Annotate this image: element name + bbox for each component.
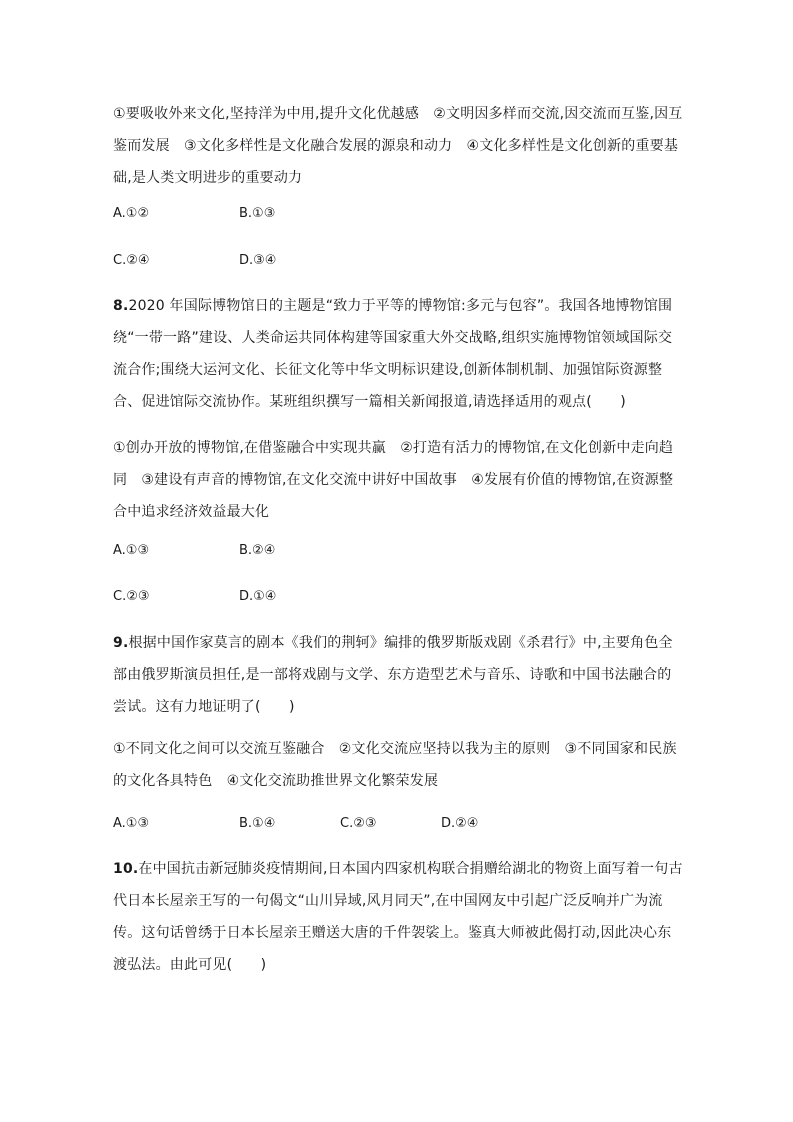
q8-stem-text: 2020 年国际博物馆日的主题是“致力于平等的博物馆:多元与包容”。我国各地博物馆围绕“一带一路”建设、人类命运共同体构建等国家重大外交战略,组织实施博物馆领域国际交流合作;围绕大运河文化、长征文化等中华文明标识建设,创新体制机制、加强馆际资源整合、促进馆际交流协作。某班组织撰写一篇相关新闻报道,请选择适用的观点( ) <box>113 298 673 410</box>
q8-stem-paragraph <box>113 290 683 418</box>
q9-option-a[interactable]: A.①③ <box>113 816 150 831</box>
q9-stem-text: 根据中国作家莫言的剧本《我们的荆轲》编排的俄罗斯版戏剧《杀君行》中,主要角色全部由俄罗斯演员担任,是一部将戏剧与文学、东方造型艺术与音乐、诗歌和中国书法融合的尝试。这有力地证明了( ) <box>113 635 673 715</box>
q10-number: 10. <box>113 861 139 877</box>
q8-statements-text: ①创办开放的博物馆,在借鉴融合中实现共赢 ②打造有活力的博物馆,在文化创新中走向趋同 ③建设有声音的博物馆,在文化交流中讲好中国故事 ④发展有价值的博物馆,在资源整合中追求经济效益最大化 <box>113 440 674 520</box>
q9-option-d[interactable]: D.②④ <box>441 816 479 831</box>
q7-options-row-2 <box>113 253 673 277</box>
q8-option-c[interactable]: C.②③ <box>113 589 150 604</box>
q8-statements <box>113 432 683 528</box>
q7-options-row-1 <box>113 206 673 230</box>
q7-option-d[interactable]: D.③④ <box>239 253 277 268</box>
q7-statements <box>113 98 683 194</box>
q9-statements-text: ①不同文化之间可以交流互鉴融合 ②文化交流应坚持以我为主的原则 ③不同国家和民族的文化各具特色 ④文化交流助推世界文化繁荣发展 <box>113 741 677 789</box>
q7-option-b[interactable]: B.①③ <box>239 206 276 221</box>
q9-options-row <box>113 816 673 840</box>
q9-option-c[interactable]: C.②③ <box>340 816 377 831</box>
q9-stem <box>113 627 683 723</box>
q7-statements-text: ①要吸收外来文化,坚持洋为中用,提升文化优越感 ②文明因多样而交流,因交流而互鉴,因互鉴而发展 ③文化多样性是文化融合发展的源泉和动力 ④文化多样性是文化创新的重要基础,是人类文明进步的重要动力 <box>113 106 683 186</box>
q8-option-a[interactable]: A.①③ <box>113 543 150 558</box>
q7-option-c[interactable]: C.②④ <box>113 253 150 268</box>
q9-number: 9. <box>113 635 129 651</box>
q8-option-b[interactable]: B.②④ <box>239 543 276 558</box>
q10-stem <box>113 853 683 981</box>
q10-stem-paragraph <box>113 853 683 981</box>
q9-option-b[interactable]: B.①④ <box>239 816 276 831</box>
q8-number: 8. <box>113 298 129 314</box>
q8-option-d[interactable]: D.①④ <box>239 589 277 604</box>
q10-stem-text: 在中国抗击新冠肺炎疫情期间,日本国内四家机构联合捐赠给湖北的物资上面写着一句古代日本长屋亲王写的一句偈文“山川异域,风月同天”,在中国网友中引起广泛反响并广为流传。这句话曾绣于日本长屋亲王赠送大唐的千件袈裟上。鉴真大师被此偈打动,因此决心东渡弘法。由此可见( ) <box>113 861 683 973</box>
q9-statements <box>113 733 683 797</box>
q8-stem <box>113 290 683 418</box>
q7-option-a[interactable]: A.①② <box>113 206 150 221</box>
q9-stem-paragraph <box>113 627 683 723</box>
q8-options-row-1 <box>113 543 673 567</box>
q8-options-row-2 <box>113 589 673 613</box>
